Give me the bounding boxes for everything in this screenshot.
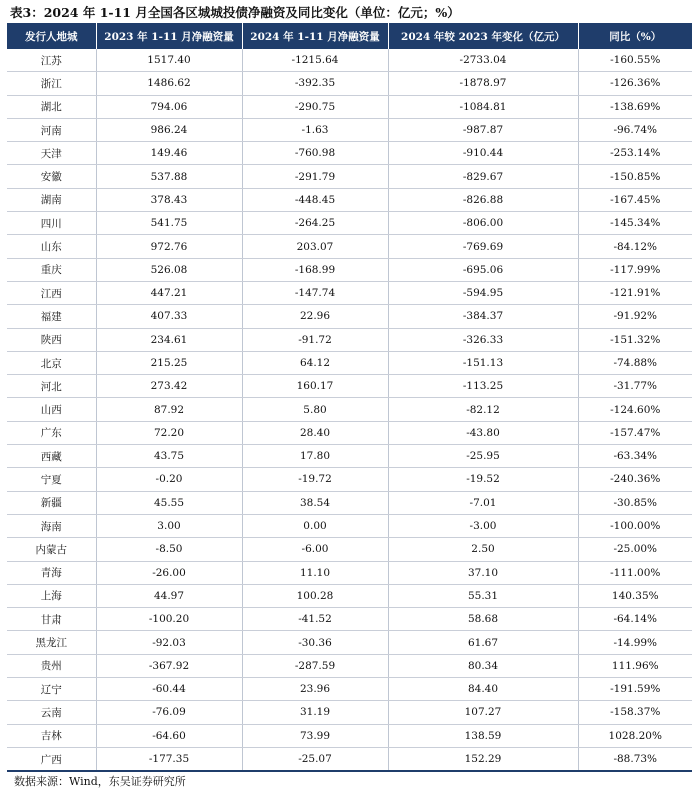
region-cell: 宁夏 bbox=[7, 468, 96, 491]
net-financing-2023-cell: 794.06 bbox=[96, 95, 242, 118]
change-cell: 152.29 bbox=[388, 747, 578, 771]
region-cell: 河南 bbox=[7, 118, 96, 141]
table-header-row bbox=[7, 23, 692, 49]
region-cell: 河北 bbox=[7, 375, 96, 398]
net-financing-2023-cell: 537.88 bbox=[96, 165, 242, 188]
change-cell: -82.12 bbox=[388, 398, 578, 421]
table-row bbox=[7, 258, 692, 281]
table-row bbox=[7, 491, 692, 514]
yoy-cell: -145.34% bbox=[578, 212, 692, 235]
yoy-cell: -124.60% bbox=[578, 398, 692, 421]
yoy-cell: -253.14% bbox=[578, 142, 692, 165]
table-row bbox=[7, 142, 692, 165]
table-row bbox=[7, 608, 692, 631]
region-cell: 辽宁 bbox=[7, 678, 96, 701]
table-title: 表3：2024 年 1-11 月全国各区城城投债净融资及同比变化（单位：亿元；%） bbox=[10, 5, 460, 20]
yoy-cell: -126.36% bbox=[578, 72, 692, 95]
change-cell: 107.27 bbox=[388, 701, 578, 724]
yoy-cell: 1028.20% bbox=[578, 724, 692, 747]
region-cell: 安徽 bbox=[7, 165, 96, 188]
yoy-cell: -31.77% bbox=[578, 375, 692, 398]
yoy-cell: -138.69% bbox=[578, 95, 692, 118]
region-cell: 湖南 bbox=[7, 188, 96, 211]
net-financing-2024-cell: 64.12 bbox=[242, 351, 388, 374]
net-financing-2024-cell: -91.72 bbox=[242, 328, 388, 351]
yoy-cell: -25.00% bbox=[578, 538, 692, 561]
yoy-cell: -157.47% bbox=[578, 421, 692, 444]
net-financing-2023-cell: 44.97 bbox=[96, 584, 242, 607]
table-row bbox=[7, 72, 692, 95]
header-2023-net-financing: 2023 年 1-11 月净融资量 bbox=[96, 23, 242, 49]
table-row bbox=[7, 49, 692, 72]
table-row bbox=[7, 95, 692, 118]
table-row bbox=[7, 514, 692, 537]
change-cell: 37.10 bbox=[388, 561, 578, 584]
net-financing-2023-cell: 234.61 bbox=[96, 328, 242, 351]
header-yoy: 同比（%） bbox=[578, 23, 692, 49]
region-cell: 湖北 bbox=[7, 95, 96, 118]
region-cell: 广东 bbox=[7, 421, 96, 444]
net-financing-2024-cell: -6.00 bbox=[242, 538, 388, 561]
net-financing-2023-cell: 215.25 bbox=[96, 351, 242, 374]
net-financing-2023-cell: 149.46 bbox=[96, 142, 242, 165]
change-cell: -19.52 bbox=[388, 468, 578, 491]
net-financing-2024-cell: -41.52 bbox=[242, 608, 388, 631]
yoy-cell: -84.12% bbox=[578, 235, 692, 258]
net-financing-2023-cell: 972.76 bbox=[96, 235, 242, 258]
net-financing-2024-cell: -168.99 bbox=[242, 258, 388, 281]
net-financing-2024-cell: 160.17 bbox=[242, 375, 388, 398]
table-row bbox=[7, 538, 692, 561]
net-financing-2024-cell: 100.28 bbox=[242, 584, 388, 607]
change-cell: 61.67 bbox=[388, 631, 578, 654]
region-cell: 山西 bbox=[7, 398, 96, 421]
yoy-cell: -167.45% bbox=[578, 188, 692, 211]
net-financing-2024-cell: -147.74 bbox=[242, 281, 388, 304]
change-cell: 2.50 bbox=[388, 538, 578, 561]
change-cell: -384.37 bbox=[388, 305, 578, 328]
yoy-cell: -64.14% bbox=[578, 608, 692, 631]
table-row bbox=[7, 747, 692, 771]
net-financing-2023-cell: 447.21 bbox=[96, 281, 242, 304]
data-source-note: 数据来源：Wind，东吴证券研究所 bbox=[14, 775, 186, 788]
net-financing-2023-cell: 1486.62 bbox=[96, 72, 242, 95]
net-financing-2024-cell: -1215.64 bbox=[242, 49, 388, 72]
net-financing-2023-cell: 72.20 bbox=[96, 421, 242, 444]
change-cell: -987.87 bbox=[388, 118, 578, 141]
table-row bbox=[7, 235, 692, 258]
yoy-cell: -160.55% bbox=[578, 49, 692, 72]
net-financing-2023-cell: -92.03 bbox=[96, 631, 242, 654]
net-financing-2023-cell: 43.75 bbox=[96, 445, 242, 468]
change-cell: -594.95 bbox=[388, 281, 578, 304]
change-cell: 58.68 bbox=[388, 608, 578, 631]
region-cell: 上海 bbox=[7, 584, 96, 607]
change-cell: -43.80 bbox=[388, 421, 578, 444]
region-cell: 海南 bbox=[7, 514, 96, 537]
table-row bbox=[7, 445, 692, 468]
region-cell: 山东 bbox=[7, 235, 96, 258]
region-cell: 北京 bbox=[7, 351, 96, 374]
yoy-cell: -121.91% bbox=[578, 281, 692, 304]
net-financing-2024-cell: -760.98 bbox=[242, 142, 388, 165]
yoy-cell: -191.59% bbox=[578, 678, 692, 701]
table-row bbox=[7, 328, 692, 351]
net-financing-2023-cell: -177.35 bbox=[96, 747, 242, 771]
change-cell: -695.06 bbox=[388, 258, 578, 281]
region-cell: 重庆 bbox=[7, 258, 96, 281]
yoy-cell: 140.35% bbox=[578, 584, 692, 607]
net-financing-2024-cell: -290.75 bbox=[242, 95, 388, 118]
yoy-cell: -240.36% bbox=[578, 468, 692, 491]
net-financing-2024-cell: -1.63 bbox=[242, 118, 388, 141]
yoy-cell: -96.74% bbox=[578, 118, 692, 141]
region-cell: 陕西 bbox=[7, 328, 96, 351]
net-financing-2023-cell: 3.00 bbox=[96, 514, 242, 537]
region-cell: 新疆 bbox=[7, 491, 96, 514]
net-financing-2024-cell: 0.00 bbox=[242, 514, 388, 537]
change-cell: -151.13 bbox=[388, 351, 578, 374]
region-cell: 青海 bbox=[7, 561, 96, 584]
net-financing-2024-cell: -448.45 bbox=[242, 188, 388, 211]
table-row bbox=[7, 212, 692, 235]
region-cell: 广西 bbox=[7, 747, 96, 771]
net-financing-2024-cell: 17.80 bbox=[242, 445, 388, 468]
region-cell: 吉林 bbox=[7, 724, 96, 747]
yoy-cell: -74.88% bbox=[578, 351, 692, 374]
region-cell: 福建 bbox=[7, 305, 96, 328]
yoy-cell: -30.85% bbox=[578, 491, 692, 514]
yoy-cell: -117.99% bbox=[578, 258, 692, 281]
change-cell: 84.40 bbox=[388, 678, 578, 701]
net-financing-2024-cell: 28.40 bbox=[242, 421, 388, 444]
net-financing-2023-cell: 541.75 bbox=[96, 212, 242, 235]
header-change: 2024 年较 2023 年变化（亿元） bbox=[388, 23, 578, 49]
table-row bbox=[7, 654, 692, 677]
net-financing-2024-cell: 11.10 bbox=[242, 561, 388, 584]
table-row bbox=[7, 631, 692, 654]
table-row bbox=[7, 421, 692, 444]
net-financing-2024-cell: -287.59 bbox=[242, 654, 388, 677]
change-cell: -25.95 bbox=[388, 445, 578, 468]
table-row bbox=[7, 165, 692, 188]
change-cell: -806.00 bbox=[388, 212, 578, 235]
net-financing-2023-cell: -367.92 bbox=[96, 654, 242, 677]
net-financing-2024-cell: 31.19 bbox=[242, 701, 388, 724]
region-cell: 甘肃 bbox=[7, 608, 96, 631]
table-row bbox=[7, 375, 692, 398]
net-financing-2023-cell: -26.00 bbox=[96, 561, 242, 584]
table-row bbox=[7, 584, 692, 607]
yoy-cell: -14.99% bbox=[578, 631, 692, 654]
table-body bbox=[7, 49, 692, 771]
yoy-cell: -151.32% bbox=[578, 328, 692, 351]
change-cell: -2733.04 bbox=[388, 49, 578, 72]
change-cell: 55.31 bbox=[388, 584, 578, 607]
table-row bbox=[7, 118, 692, 141]
change-cell: -769.69 bbox=[388, 235, 578, 258]
region-cell: 江西 bbox=[7, 281, 96, 304]
net-financing-2024-cell: -291.79 bbox=[242, 165, 388, 188]
net-financing-2023-cell: -8.50 bbox=[96, 538, 242, 561]
yoy-cell: 111.96% bbox=[578, 654, 692, 677]
net-financing-table-container bbox=[7, 23, 692, 772]
change-cell: -829.67 bbox=[388, 165, 578, 188]
table-row bbox=[7, 701, 692, 724]
table-row bbox=[7, 188, 692, 211]
yoy-cell: -111.00% bbox=[578, 561, 692, 584]
region-cell: 西藏 bbox=[7, 445, 96, 468]
net-financing-2024-cell: -25.07 bbox=[242, 747, 388, 771]
change-cell: 138.59 bbox=[388, 724, 578, 747]
table-row bbox=[7, 561, 692, 584]
net-financing-2024-cell: 5.80 bbox=[242, 398, 388, 421]
region-cell: 江苏 bbox=[7, 49, 96, 72]
region-cell: 浙江 bbox=[7, 72, 96, 95]
region-cell: 内蒙古 bbox=[7, 538, 96, 561]
net-financing-2023-cell: -0.20 bbox=[96, 468, 242, 491]
yoy-cell: -91.92% bbox=[578, 305, 692, 328]
change-cell: -3.00 bbox=[388, 514, 578, 537]
net-financing-2024-cell: -264.25 bbox=[242, 212, 388, 235]
table-row bbox=[7, 305, 692, 328]
yoy-cell: -158.37% bbox=[578, 701, 692, 724]
header-region: 发行人地城 bbox=[7, 23, 96, 49]
change-cell: -1878.97 bbox=[388, 72, 578, 95]
net-financing-2023-cell: -100.20 bbox=[96, 608, 242, 631]
net-financing-2023-cell: 87.92 bbox=[96, 398, 242, 421]
net-financing-2023-cell: 378.43 bbox=[96, 188, 242, 211]
change-cell: -326.33 bbox=[388, 328, 578, 351]
net-financing-2024-cell: 22.96 bbox=[242, 305, 388, 328]
change-cell: -113.25 bbox=[388, 375, 578, 398]
region-cell: 四川 bbox=[7, 212, 96, 235]
change-cell: -826.88 bbox=[388, 188, 578, 211]
net-financing-2023-cell: -64.60 bbox=[96, 724, 242, 747]
change-cell: -910.44 bbox=[388, 142, 578, 165]
yoy-cell: -150.85% bbox=[578, 165, 692, 188]
yoy-cell: -100.00% bbox=[578, 514, 692, 537]
yoy-cell: -88.73% bbox=[578, 747, 692, 771]
net-financing-table bbox=[7, 23, 692, 772]
net-financing-2023-cell: 45.55 bbox=[96, 491, 242, 514]
net-financing-2023-cell: -60.44 bbox=[96, 678, 242, 701]
net-financing-2023-cell: 986.24 bbox=[96, 118, 242, 141]
net-financing-2024-cell: -19.72 bbox=[242, 468, 388, 491]
region-cell: 天津 bbox=[7, 142, 96, 165]
net-financing-2024-cell: 203.07 bbox=[242, 235, 388, 258]
net-financing-2024-cell: -392.35 bbox=[242, 72, 388, 95]
change-cell: -1084.81 bbox=[388, 95, 578, 118]
net-financing-2023-cell: 526.08 bbox=[96, 258, 242, 281]
net-financing-2023-cell: 1517.40 bbox=[96, 49, 242, 72]
net-financing-2023-cell: -76.09 bbox=[96, 701, 242, 724]
net-financing-2024-cell: 73.99 bbox=[242, 724, 388, 747]
net-financing-2024-cell: -30.36 bbox=[242, 631, 388, 654]
change-cell: 80.34 bbox=[388, 654, 578, 677]
region-cell: 贵州 bbox=[7, 654, 96, 677]
net-financing-2024-cell: 23.96 bbox=[242, 678, 388, 701]
table-row bbox=[7, 281, 692, 304]
change-cell: -7.01 bbox=[388, 491, 578, 514]
net-financing-2023-cell: 273.42 bbox=[96, 375, 242, 398]
table-row bbox=[7, 351, 692, 374]
region-cell: 云南 bbox=[7, 701, 96, 724]
table-row bbox=[7, 468, 692, 491]
header-2024-net-financing: 2024 年 1-11 月净融资量 bbox=[242, 23, 388, 49]
yoy-cell: -63.34% bbox=[578, 445, 692, 468]
net-financing-2024-cell: 38.54 bbox=[242, 491, 388, 514]
net-financing-2023-cell: 407.33 bbox=[96, 305, 242, 328]
table-row bbox=[7, 724, 692, 747]
region-cell: 黑龙江 bbox=[7, 631, 96, 654]
table-row bbox=[7, 678, 692, 701]
table-row bbox=[7, 398, 692, 421]
